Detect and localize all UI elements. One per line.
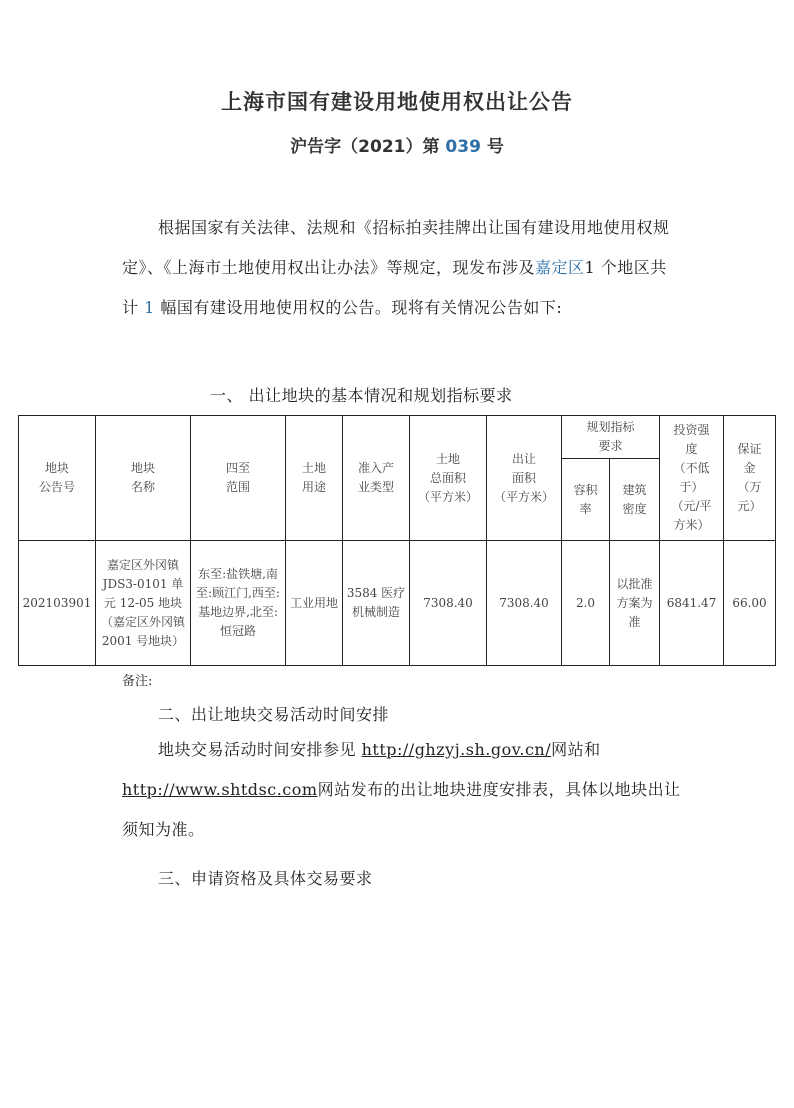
document-title: 上海市国有建设用地使用权出让公告 <box>221 90 573 114</box>
intro-text-3: 幅国有建设用地使用权的公告。现将有关情况公告如下: <box>160 298 563 317</box>
cell-transfer-area: 7308.40 <box>487 541 562 666</box>
cell-investment: 6841.47 <box>660 541 724 666</box>
header-far: 容积 率 <box>562 459 610 541</box>
table-row <box>19 541 776 666</box>
cell-plot-no: 202103901 <box>19 541 96 666</box>
intro-text-2: 1 个地区共计 <box>122 258 667 317</box>
plot-table <box>18 415 776 666</box>
section2-text-3: 网站发布的出让地块进度安排表，具体以地块出让须知为准。 <box>122 780 681 839</box>
header-density: 建筑 密度 <box>610 459 660 541</box>
section3-heading: 三、申请资格及具体交易要求 <box>158 869 373 888</box>
header-plot-no: 地块 公告号 <box>19 416 96 541</box>
header-deposit: 保证 金 （万 元） <box>724 416 776 541</box>
cell-density: 以批准方案为准 <box>610 541 660 666</box>
cell-industry: 3584 医疗机械制造 <box>343 541 410 666</box>
ghzyj-website-link[interactable]: http://ghzyj.sh.gov.cn/ <box>361 740 552 759</box>
section1-heading: 一、 出让地块的基本情况和规划指标要求 <box>210 386 513 405</box>
section2-heading: 二、出让地块交易活动时间安排 <box>158 705 390 724</box>
header-transfer-area: 出让 面积 （平方米） <box>487 416 562 541</box>
document-number-prefix: 沪告字（2021）第 <box>290 137 440 157</box>
intro-count: 1 <box>144 298 155 317</box>
table-note: 备注: <box>122 674 153 689</box>
header-boundaries: 四至 范围 <box>191 416 286 541</box>
header-plot-name: 地块 名称 <box>96 416 191 541</box>
intro-paragraph <box>122 208 682 328</box>
cell-plot-name: 嘉定区外冈镇 JDS3-0101 单元 12-05 地块（嘉定区外冈镇 2001 号地块） <box>96 541 191 666</box>
cell-total-area: 7308.40 <box>410 541 487 666</box>
header-investment: 投资强 度 （不低 于） （元/平 方米） <box>660 416 724 541</box>
document-number <box>0 132 794 157</box>
cell-boundaries: 东至:盐铁塘,南至:顾江门,西至:基地边界,北至:恒冠路 <box>191 541 286 666</box>
shtdsc-website-link[interactable]: http://www.shtdsc.com <box>122 780 318 799</box>
document-number-value: 039 <box>445 137 481 157</box>
cell-land-use: 工业用地 <box>286 541 343 666</box>
header-industry: 准入产 业类型 <box>343 416 410 541</box>
intro-district: 嘉定区 <box>535 258 585 277</box>
section2-text-2: 网站和 <box>551 740 601 759</box>
header-total-area: 土地 总面积 （平方米） <box>410 416 487 541</box>
section2-text-1: 地块交易活动时间安排参见 <box>158 740 357 759</box>
header-land-use: 土地 用途 <box>286 416 343 541</box>
document-number-suffix: 号 <box>486 137 504 157</box>
section2-paragraph <box>122 730 682 850</box>
intro-text-1: 根据国家有关法律、法规和《招标拍卖挂牌出让国有建设用地使用权规定》、《上海市土地使用权出让办法》等规定，现发布涉及 <box>122 218 670 277</box>
cell-deposit: 66.00 <box>724 541 776 666</box>
cell-far: 2.0 <box>562 541 610 666</box>
header-planning: 规划指标 要求 <box>562 416 660 459</box>
